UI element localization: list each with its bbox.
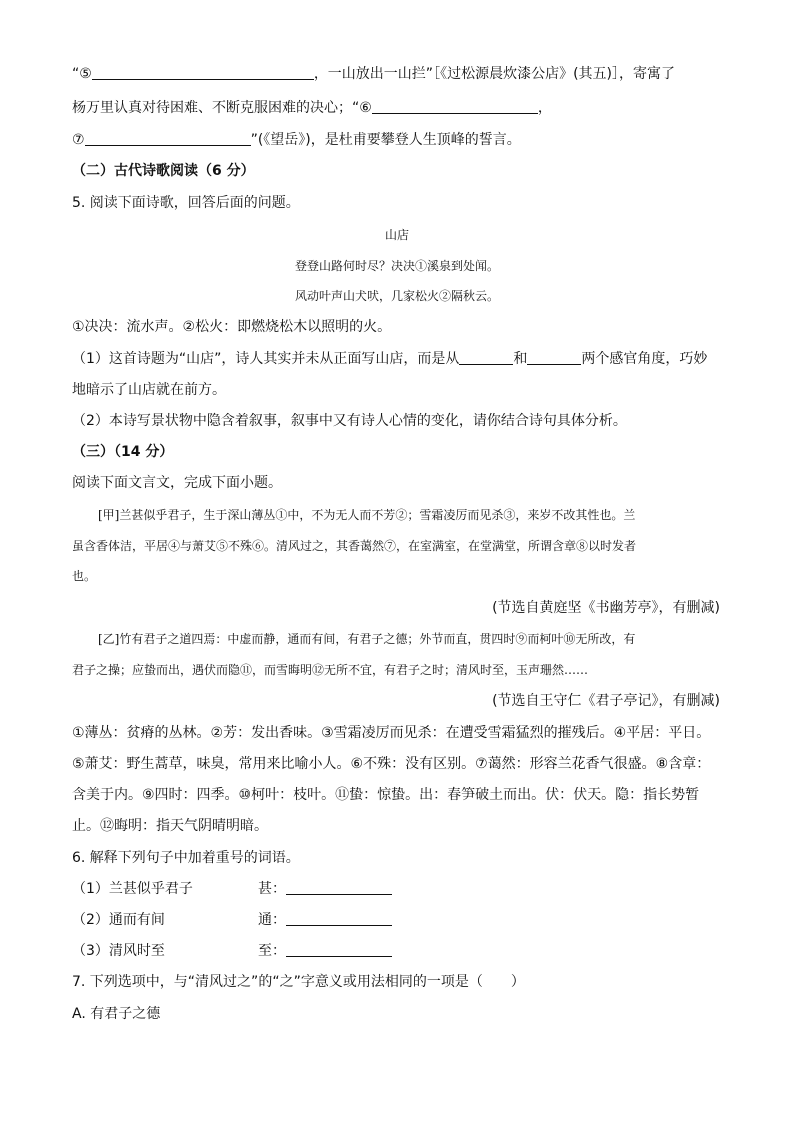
q6-item xyxy=(72,941,392,961)
annotation-line: 含美于内。⑨四时：四季。⑩柯叶：枝叶。⑪蛰：惊蛰。出：春笋破土而出。伏：伏天。隐：指长势暂 xyxy=(72,787,700,803)
annotation-line: 止。⑫晦明：指天气阴晴明暗。 xyxy=(72,818,268,834)
question-5-2: （2）本诗写景状物中隐含着叙事，叙事中又有诗人心情的变化，请你结合诗句具体分析。 xyxy=(72,413,627,429)
fill-text: ”(《望岳》)，是杜甫要攀登人生顶峰的誓言。 xyxy=(250,132,521,148)
poem-line: 风动叶声山犬吠，几家松火②隔秋云。 xyxy=(294,289,499,303)
q7-option-a[interactable]: A. 有君子之德 xyxy=(72,1006,161,1022)
reading-intro: 阅读下面文言文，完成下面小题。 xyxy=(72,475,282,491)
passage-jia: 虽含香体洁，平居④与萧艾⑤不殊⑥。清风过之，其香蔼然⑦，在室满室，在堂满堂，所谓含章⑧以时发者 xyxy=(72,539,637,553)
fill-text: ， xyxy=(537,100,552,116)
question-text: 和 xyxy=(513,351,528,367)
answer-blank-5[interactable] xyxy=(92,65,314,80)
q6-sentence: （1）兰甚似乎君子 xyxy=(72,881,193,897)
q6-sentence: （2）通而有间 xyxy=(72,912,165,928)
q6-item xyxy=(72,879,392,899)
passage-yi: [乙]竹有君子之道四焉：中虚而静，通而有间，有君子之德；外节而直，贯四时⑨而柯叶⑩无所改，有 xyxy=(98,632,636,646)
passage-source: (节选自王守仁《君子亭记》，有删减) xyxy=(492,693,720,709)
fill-text: “⑤ xyxy=(72,66,92,82)
question-text: 两个感官角度，巧妙 xyxy=(581,351,708,367)
annotation-line: ①薄丛：贫瘠的丛林。②芳：发出香味。③雪霜凌厉而见杀：在遭受雪霜猛烈的摧残后。④平居：平日。 xyxy=(72,725,711,741)
passage-jia: [甲]兰甚似乎君子，生于深山薄丛①中，不为无人而不芳②；雪霜凌厉而见杀③，来岁不改其性也。兰 xyxy=(98,508,636,522)
fill-line-1 xyxy=(72,64,675,84)
question-5-1 xyxy=(72,349,707,369)
section-heading-classical: （三）（14 分） xyxy=(72,444,174,460)
answer-blank-7[interactable] xyxy=(85,131,251,146)
q6-item xyxy=(72,910,392,930)
question-text: （1）这首诗题为“山店”，诗人其实并未从正面写山店，而是从 xyxy=(72,351,460,367)
passage-source: (节选自黄庭坚《书幽芳亭》，有删减) xyxy=(492,600,720,616)
section-heading-poetry: （二）古代诗歌阅读（6 分） xyxy=(72,163,255,179)
fill-text: 杨万里认真对待困难、不断克服困难的决心；“⑥ xyxy=(72,100,372,116)
passage-yi: 君子之操；应蛰而出，遇伏而隐⑪，而雪晦明⑫无所不宜，有君子之时；清风时至，玉声珊然…… xyxy=(72,663,589,677)
fill-text: ⑦ xyxy=(72,132,85,148)
poem-note: ①决决：流水声。②松火：即燃烧松木以照明的火。 xyxy=(72,319,392,335)
fill-line-3 xyxy=(72,130,521,150)
answer-blank-sense-1[interactable] xyxy=(459,350,513,365)
question-5: 5. 阅读下面诗歌，回答后面的问题。 xyxy=(72,195,300,211)
fill-line-2 xyxy=(72,98,552,118)
answer-blank-q6-3[interactable] xyxy=(286,942,392,957)
q6-word: 通： xyxy=(258,912,286,928)
q6-sentence: （3）清风时至 xyxy=(72,943,165,959)
answer-blank-sense-2[interactable] xyxy=(527,350,581,365)
q6-word: 甚： xyxy=(258,881,286,897)
answer-blank-q6-2[interactable] xyxy=(286,911,392,926)
question-6: 6. 解释下列句子中加着重号的词语。 xyxy=(72,850,300,866)
annotation-line: ⑤萧艾：野生蒿草，味臭，常用来比喻小人。⑥不殊：没有区别。⑦蔼然：形容兰花香气很盛。⑧含章： xyxy=(72,756,711,772)
q6-word: 至： xyxy=(258,943,286,959)
passage-jia: 也。 xyxy=(72,569,97,583)
answer-blank-q6-1[interactable] xyxy=(286,880,392,895)
poem-line: 登登山路何时尽？决决①溪泉到处闻。 xyxy=(294,259,499,273)
question-5-1-cont: 地暗示了山店就在前方。 xyxy=(72,382,226,398)
poem-title: 山店 xyxy=(384,228,409,242)
answer-blank-6[interactable] xyxy=(372,99,538,114)
question-7: 7. 下列选项中，与“清风过之”的“之”字意义或用法相同的一项是（ ） xyxy=(72,974,525,990)
fill-text: ，一山放出一山拦”［《过松源晨炊漆公店》(其五)］，寄寓了 xyxy=(313,66,675,82)
